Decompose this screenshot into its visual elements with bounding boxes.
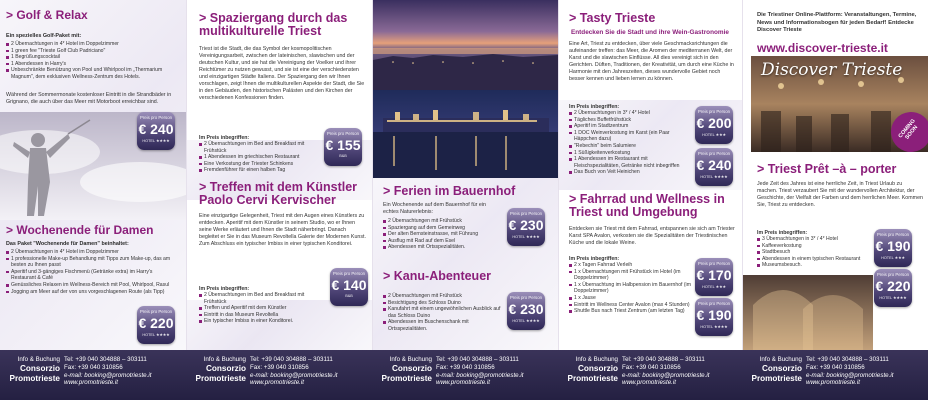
cervi-list: 2 Übernachtungen im Bed and Breakfast mit Frühstück Treffen und Aperitif mit dem Künstler Eintritt in das Museum Revoltella Ein typischer Imbiss in einer Konditorei. bbox=[199, 292, 324, 325]
footer-bar bbox=[0, 350, 928, 400]
spaziergang-text: Triest ist die Stadt, die das Symbol der kosmopolitischen Vereinigungsarbeit, zwischen der lateinischen, slawischen und der deutschen Kultur, und sie hat die Vereinigung der Voelker und ihrer Reichtümer zu nutzen gewusst, und sie ist eine der verschiedensten und einzigartigen Städte Italiens. Der Spaziergang den wir Ihnen vorschlagen, zeigt Ihnen die multikulturellen Aspekte der Stadt, die Sie in den Gebäuden, den historischen Palästen und den Kirchen der verschiedenen Konfessionen finden. bbox=[199, 46, 365, 101]
footer-email-link[interactable]: e-mail: booking@promotrieste.it bbox=[806, 371, 894, 379]
column-golf bbox=[0, 0, 186, 350]
footer-web-link[interactable]: www.promotrieste.it bbox=[436, 379, 490, 387]
cervi-text: Eine einzigartige Gelegenheit, Triest mit den Augen eines Künstlers zu entdecken. Aperitif mit dem Künstler in seinem Studio, wo er Ihnen seine Werke erläutert und Ihnen die Stadt näherbringt. Danach begleitet er Sie in das Museum Revoltella Galerie der Modernen Kunst. Zum Abschluss ein typischer Imbiss in einer typischen Konditorei. bbox=[199, 213, 366, 247]
golf-intro: Ein spezielles Golf-Paket mit: bbox=[6, 33, 82, 39]
damen-list: 2 Übernachtungen in 4* Hotel im Doppelzimmer 1 professionelle Make-up Behandlung mit Tipps zum Make-up, das am besten zu Ihnen passt Aperitif und 3-gängiges Fischmenü (Getränke extra) im Harry's Restaurant & Café Genüssliches Relaxen im Wellness-Bereich mit Pool, Whirlpool, Rasul Jogging am Meer auf der von uns vorgeschlagenen Route (als Tipp) bbox=[6, 249, 176, 295]
trieste-night-photo bbox=[373, 0, 558, 178]
golf-title: > Golf & Relax bbox=[6, 8, 88, 22]
fahrrad-list: 2 x Tagen Fahrrad Verleih 1 x Übernachtungen mit Frühstück im Hotel (im Doppelzimmer) 1 x Übernachtung im Halbpension im Bauernhof (im Doppelzimmer) 1 x Jause Eintritt im Wellness Center Avalon (max 4 Stunden) Shuttle Bus nach Triest Zentrum (am letzten Tag) bbox=[569, 262, 693, 315]
fahrrad-text: Entdecken sie Triest mit dem Fahrrad, entspannen sie sich am Triester Karst SPA Avalon, verkosten sie die Spezialitäten der Triestinischen Küche und die lokale Weine. bbox=[569, 226, 735, 246]
porter-title: > Triest Prêt –à – porter bbox=[757, 162, 897, 176]
porter-list: 3 Übernachtungen in 3* / 4* Hotel Kaffeeverkostung Stadtbesuch Abendessen in einem typischen Restaurant Museumsbesuch. bbox=[757, 236, 875, 269]
footer-web-link[interactable]: www.promotrieste.it bbox=[806, 379, 860, 387]
tasty-price-badge-2: Preis pro Person € 240 HOTEL ★★★★ bbox=[695, 148, 733, 186]
cervi-price-badge: Preis pro Person € 140 B&B bbox=[330, 268, 368, 306]
footer-block-4: Info & Buchung Consorzio Promotrieste Tel: +39 040 304888 – 303111 Fax: +39 040 310856 e-mail: booking@promotrieste.it www.promotrieste.it bbox=[567, 356, 710, 387]
column-tasty bbox=[558, 0, 742, 350]
spaziergang-list: 2 Übernachtungen im Bed and Breakfast mit Frühstück 1 Abendessen im griechischen Restaurant Eine Verkostung der Triester Schinkens Fremdenführer für einen halben Tag bbox=[199, 141, 324, 174]
footer-email-link[interactable]: e-mail: booking@promotrieste.it bbox=[250, 371, 338, 379]
spaziergang-price-badge: Preis pro Person € 155 B&B bbox=[324, 128, 362, 166]
fahrrad-price-badge-2: Preis pro Person € 190 HOTEL ★★★★ bbox=[695, 298, 733, 336]
tasty-list: 2 Übernachtungen in 3* / 4* Hotel Tägliches Buffetfrühstück Aperitif im Stadtzentrum 1 DOC Weinverkostung im Karst (ein Paar Häppchen dazu) "Rebechin" beim Salumiere 1 Süßigkeitenverkostung 1 Abendessen im Restaurant mit Fleischspezialitäten, Getränke nicht inbegriffen Das Buch von Veit Heinichen bbox=[569, 110, 691, 176]
footer-block-5: Info & Buchung Consorzio Promotrieste Tel: +39 040 304888 – 303111 Fax: +39 040 310856 e-mail: booking@promotrieste.it www.promotrieste.it bbox=[751, 356, 894, 387]
cervi-title: > Treffen mit dem Künstler Paolo Cervi Kervischer bbox=[199, 180, 358, 208]
bauernhof-title: > Ferien im Bauernhof bbox=[383, 184, 516, 198]
damen-intro: Das Paket "Wochenende für Damen" beinhaltet: bbox=[6, 241, 129, 247]
kanu-list: 2 Übernachtungen mit Frühstück Besichtigung des Schloss Duino Kanufahrt mit einem ungewöhnlichen Ausblick auf das Schloss Duino Abendessen im Buschenschank mit Ortsspezialitäten. bbox=[383, 293, 508, 333]
tasty-label: Im Preis inbegriffen: bbox=[569, 104, 620, 110]
kanu-title: > Kanu-Abenteuer bbox=[383, 269, 492, 283]
column-spaziergang bbox=[186, 0, 372, 350]
spaziergang-title: > Spaziergang durch das multikulturelle Triest bbox=[199, 11, 348, 39]
tasty-text: Eine Art, Triest zu entdecken, über viele Geschmacksrichtungen die aufeinander treffen: das Meer, die Aromen der mediterranen Welt, der Karst und die slawischen Einflüsse. All dies vereinigt sich in den Gerichten. Düften, Traditionen, der Kreativität, um durch eine Küche in Harmonie mit den Jahreszeiten, dieses wundervolle Gebiet noch besser kennen und lieben lernen zu können. bbox=[569, 41, 734, 82]
golf-note: Während der Sommermonate kostenloser Eintritt in die Strandbäder in Grignano, die auch über das Meer mit Motorboot erreichbar sind. bbox=[6, 92, 172, 105]
arcade-photo bbox=[743, 275, 873, 350]
footer-block-2: Info & Buchung Consorzio Promotrieste Tel: +39 040 304888 – 303111 Fax: +39 040 310856 e-mail: booking@promotrieste.it www.promotrieste.it bbox=[195, 356, 338, 387]
footer-web-link[interactable]: www.promotrieste.it bbox=[622, 379, 676, 387]
discover-logo-text: Discover Trieste bbox=[761, 60, 903, 80]
coming-soon-badge: COMING SOON bbox=[883, 104, 928, 160]
damen-title: > Wochenende für Damen bbox=[6, 223, 154, 237]
damen-price-badge: Preis pro Person € 220 HOTEL ★★★★ bbox=[137, 306, 175, 344]
porter-label: Im Preis inbegriffen: bbox=[757, 230, 808, 236]
footer-block-3: Info & Buchung Consorzio Promotrieste Tel: +39 040 304888 – 303111 Fax: +39 040 310856 e-mail: booking@promotrieste.it www.promotrieste.it bbox=[381, 356, 524, 387]
golf-list: 2 Übernachtungen in 4* Hotel im Doppelzimmer 1 green fee "Trieste Golf Club Padriciano" 1 Begrüßungscocktail 1 Abendessen in Harry's Unbeschränkte Benützung von Pool und Whirlpool im „Thermarium Magnum", dem exklusiven Wellness-Zentrum des Hotels. bbox=[6, 41, 178, 81]
tasty-subtitle: Entdecken Sie die Stadt und ihre Wein-Gastronomie bbox=[571, 29, 729, 36]
discover-intro: Die Triestiner Online-Plattform: Veranstaltungen, Termine, News und Informationsbogen für jeden Bedarf! Entdecke Discover Trieste bbox=[757, 12, 917, 34]
footer-email-link[interactable]: e-mail: booking@promotrieste.it bbox=[64, 371, 152, 379]
footer-email-link[interactable]: e-mail: booking@promotrieste.it bbox=[436, 371, 524, 379]
fahrrad-title: > Fahrrad und Wellness in Triest und Umgebung bbox=[569, 192, 725, 220]
fahrrad-label: Im Preis inbegriffen: bbox=[569, 256, 620, 262]
column-discover bbox=[742, 0, 928, 350]
discover-url-link[interactable]: www.discover-trieste.it bbox=[757, 41, 888, 55]
cervi-label: Im Preis inbegriffen: bbox=[199, 286, 250, 292]
tasty-price-badge-1: Preis pro Person € 200 HOTEL ★★★ bbox=[695, 106, 733, 144]
footer-web-link[interactable]: www.promotrieste.it bbox=[250, 379, 304, 387]
tasty-title: > Tasty Trieste bbox=[569, 11, 656, 25]
footer-email-link[interactable]: e-mail: booking@promotrieste.it bbox=[622, 371, 710, 379]
footer-web-link[interactable]: www.promotrieste.it bbox=[64, 379, 118, 387]
porter-price-badge-1: Preis pro Person € 190 HOTEL ★★★ bbox=[874, 229, 912, 267]
kanu-price-badge: Preis pro Person € 230 HOTEL ★★★★ bbox=[507, 292, 545, 330]
bauernhof-list: 2 Übernachtungen mit Frühstück Spaziergang auf dem Gemeinweg Der alten Bernsteinstrasse, mit Führung Ausflug mit Rad auf dem Esel Abendessen mit Ortsspezialitäten. bbox=[383, 218, 508, 251]
bauernhof-intro: Ein Wochenende auf dem Bauernhof für ein echtes Naturerlebnis: bbox=[383, 202, 486, 215]
footer-block-1: Info & Buchung Consorzio Promotrieste Tel: +39 040 304888 – 303111 Fax: +39 040 310856 e-mail: booking@promotrieste.it www.promotrieste.it bbox=[9, 356, 152, 387]
bauernhof-price-badge: Preis pro Person € 230 HOTEL ★★★★ bbox=[507, 208, 545, 246]
golf-price-badge: Preis pro Person € 240 HOTEL ★★★★ bbox=[137, 112, 175, 150]
porter-price-badge-2: Preis pro Person € 220 HOTEL ★★★★ bbox=[874, 269, 912, 307]
fahrrad-price-badge-1: Preis pro Person € 170 HOTEL ★★★ bbox=[695, 258, 733, 296]
spaziergang-label: Im Preis inbegriffen: bbox=[199, 135, 250, 141]
column-bauernhof bbox=[372, 0, 558, 350]
porter-text: Jede Zeit des Jahres ist eine herrliche Zeit, in Triest Urlaub zu machen. Triest verzaubert Sie mit der wundervollen Architektur, der Geschichte, der Vielfalt der Farben und dem herrlichen Meer. Kommen Sie, Triest zu entdecken. bbox=[757, 181, 923, 208]
